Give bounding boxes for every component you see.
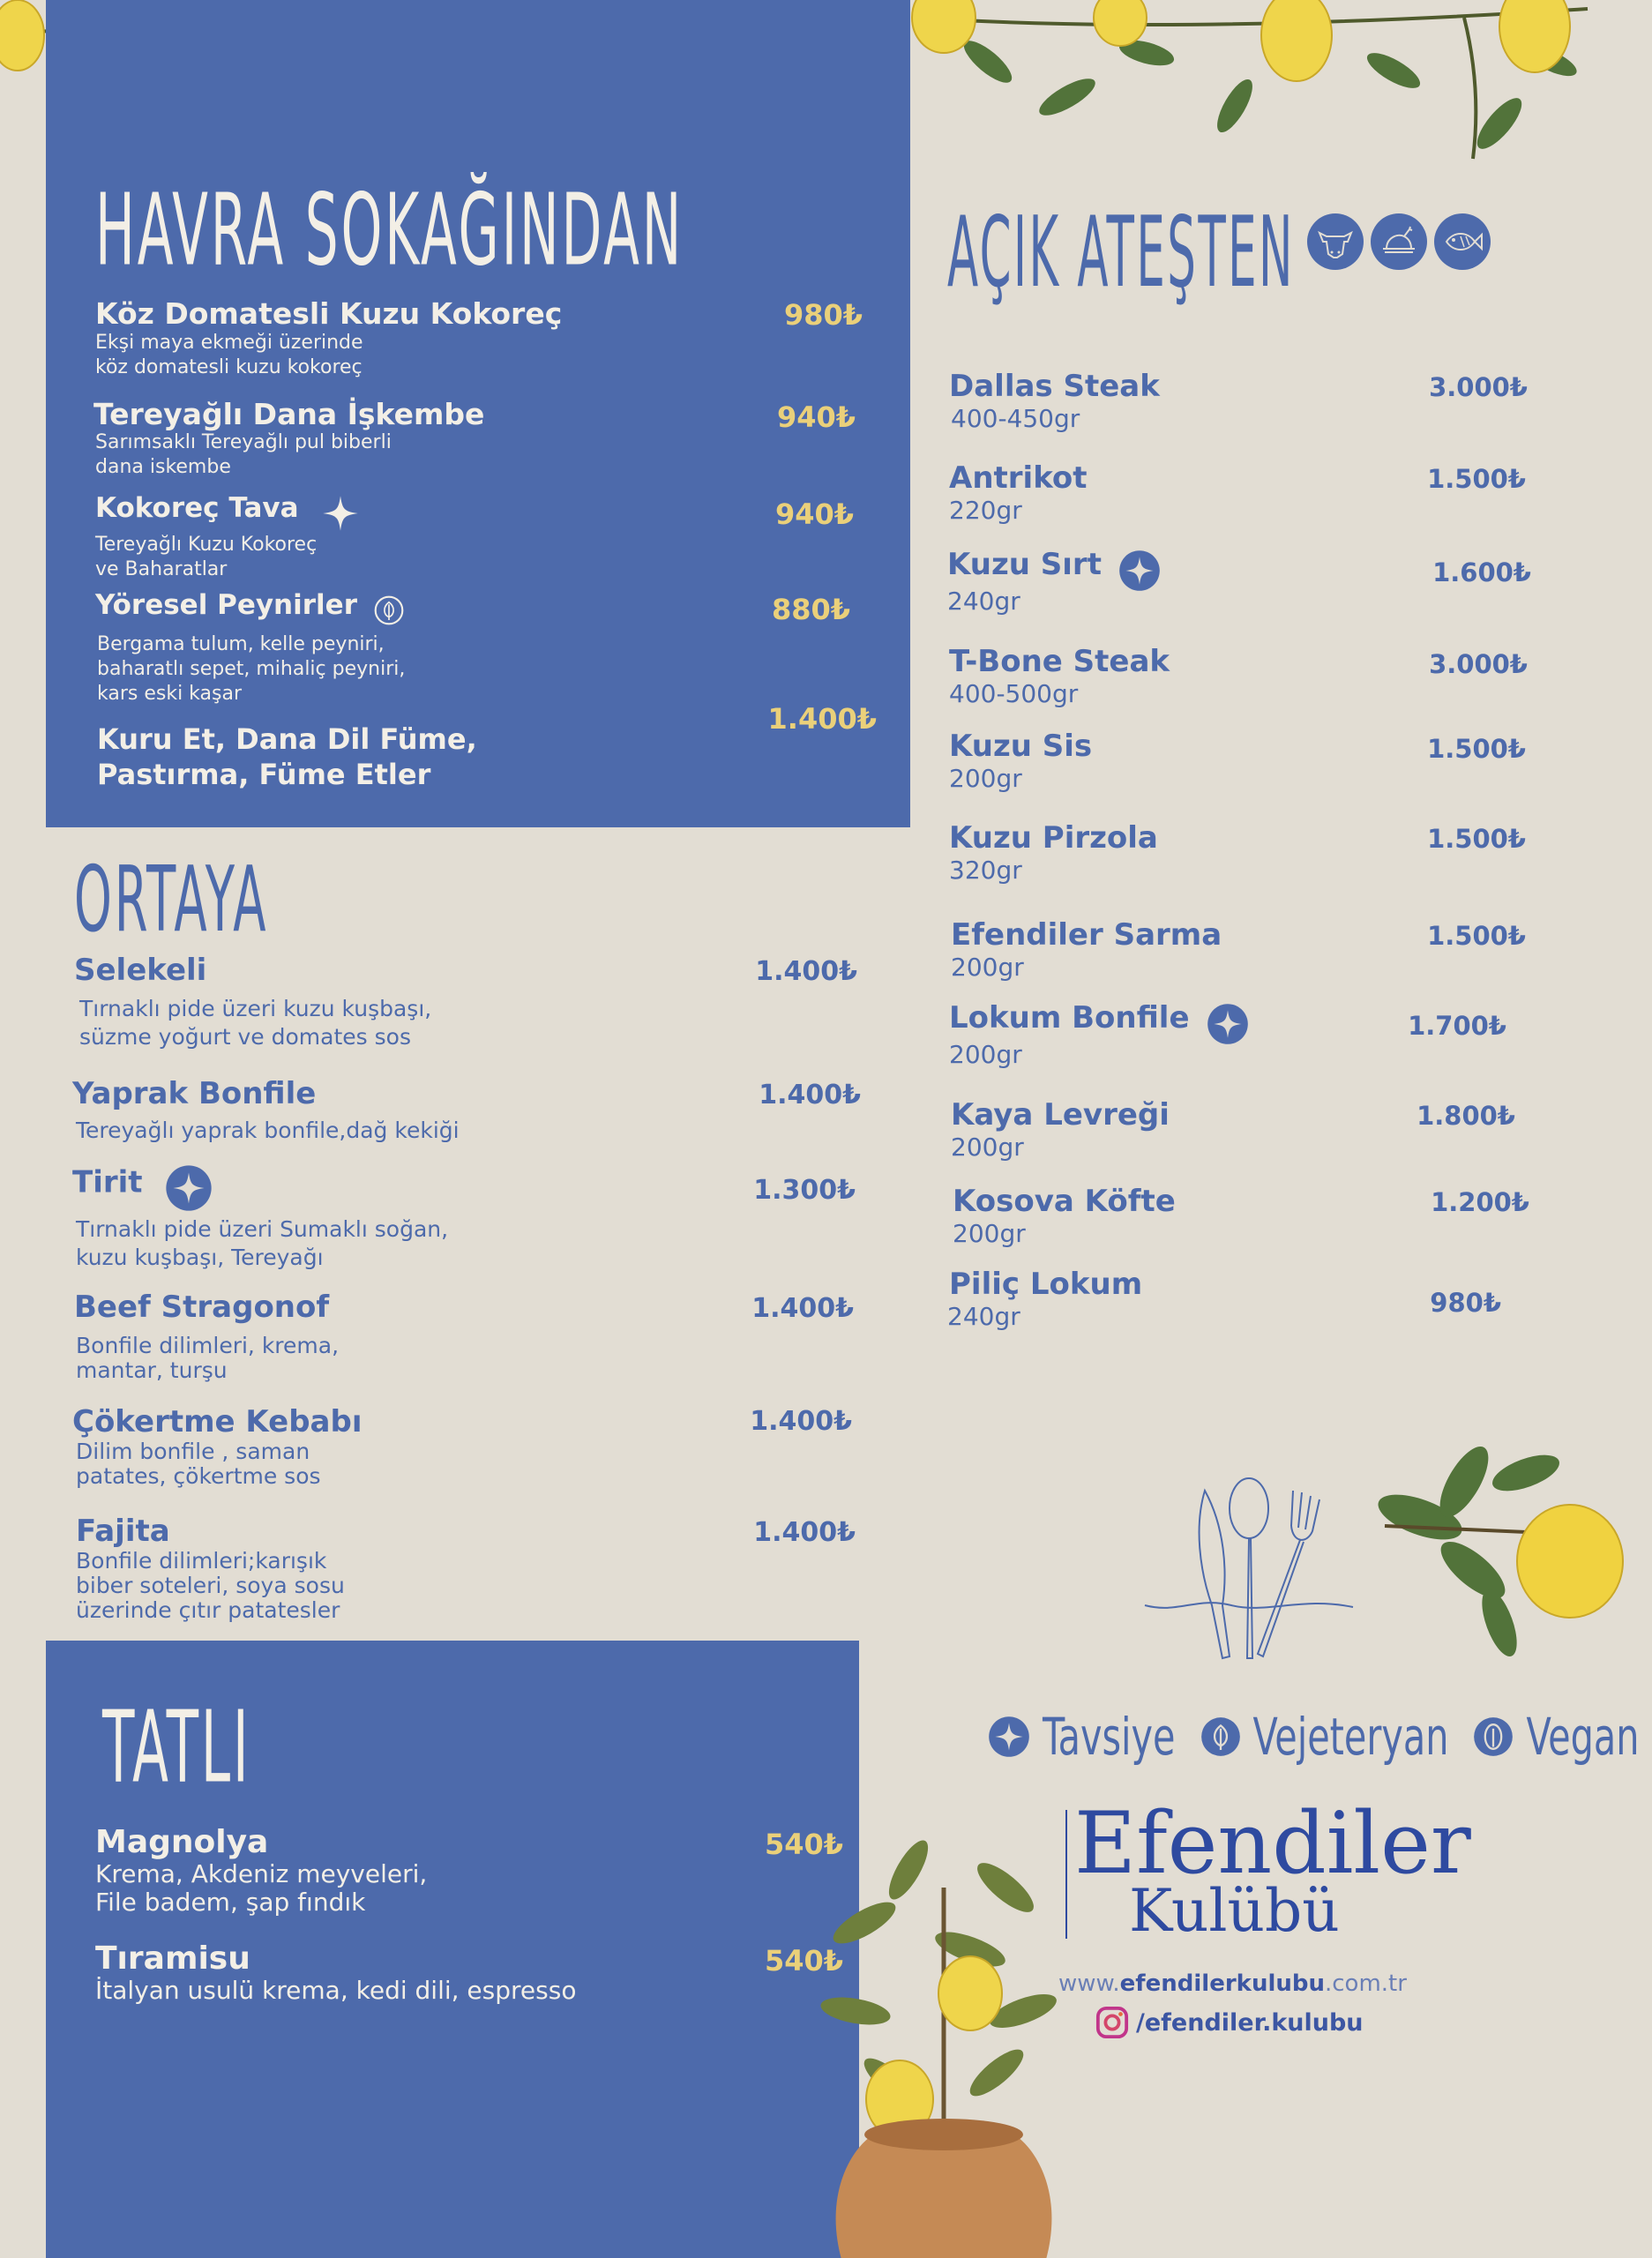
item-desc: 220gr	[949, 496, 1022, 525]
item-price: 980₺	[1430, 1288, 1501, 1318]
recommended-icon	[165, 1164, 213, 1212]
item-price: 940₺	[776, 400, 856, 434]
item-price: 1.400₺	[753, 1517, 856, 1548]
item-desc: 240gr	[947, 586, 1020, 616]
item-price: 1.500₺	[1427, 921, 1526, 951]
item-price: 1.200₺	[1431, 1187, 1529, 1217]
item-desc: Tırnaklı pide üzeri kuzu kuşbaşı, süzme yoğurt ve domates sos	[79, 996, 432, 1050]
acik-title-icons	[1307, 213, 1491, 270]
havra-item-4	[95, 589, 871, 707]
tatli-item-2	[95, 1940, 845, 2005]
item-price: 1.500₺	[1427, 824, 1526, 854]
acik-item-9	[951, 1097, 1522, 1162]
item-desc: 200gr	[949, 1039, 1022, 1069]
item-name: Magnolya	[95, 1824, 269, 1860]
brand-name-line2: Kulübü	[1129, 1877, 1340, 1945]
item-price: 1.400₺	[751, 1293, 854, 1324]
item-desc: 200gr	[951, 1133, 1024, 1162]
acik-title: AÇIK ATEŞTEN	[947, 196, 1295, 310]
website-main: efendilerkulubu	[1119, 1970, 1325, 1997]
item-name: Kaya Levreği	[951, 1097, 1170, 1133]
ortaya-item-5	[72, 1404, 868, 1489]
acik-item-8	[949, 1000, 1522, 1069]
item-desc: 200gr	[953, 1219, 1026, 1248]
item-name: Köz Domatesli Kuzu Kokoreç	[95, 296, 563, 331]
item-name: Yöresel Peynirler	[95, 589, 357, 621]
brand-name-line1: Efendiler	[1074, 1794, 1471, 1893]
recommended-icon	[1118, 550, 1161, 592]
item-desc: 200gr	[949, 764, 1022, 793]
item-name: Antrikot	[949, 460, 1088, 496]
item-desc: Bonfile dilimleri;karışık biber soteleri, soya sosu üzerinde çıtır patatesler	[76, 1548, 345, 1623]
item-price: 980₺	[783, 298, 863, 332]
item-name: Kosova Köfte	[953, 1184, 1176, 1219]
item-price: 940₺	[774, 497, 854, 531]
item-price: 1.500₺	[1427, 464, 1526, 494]
item-desc: İtalyan usulü krema, kedi dili, espresso	[95, 1976, 577, 2005]
item-desc: 400-450gr	[951, 404, 1080, 433]
acik-item-3	[947, 547, 1531, 616]
item-desc: Bergama tulum, kelle peyniri, baharatlı sepet, mihaliç peyniri, kars eski kaşar	[97, 632, 406, 705]
website-prefix: www.	[1058, 1970, 1120, 1997]
item-price: 1.600₺	[1432, 557, 1531, 587]
legend-label: Tavsiye	[1043, 1707, 1176, 1767]
item-price: 1.400₺	[759, 1080, 861, 1110]
lemon-sprig-decoration	[1367, 1438, 1596, 1658]
item-desc: Tırnaklı pide üzeri Sumaklı soğan, kuzu kuşbaşı, Tereyağı	[76, 1216, 449, 1270]
item-desc: Bonfile dilimleri, krema, mantar, turşu	[76, 1333, 340, 1383]
havra-item-2	[93, 399, 871, 480]
item-price: 1.700₺	[1408, 1011, 1506, 1041]
item-price: 3.000₺	[1429, 372, 1528, 402]
ortaya-item-4	[74, 1290, 868, 1383]
item-name: Tirit	[72, 1164, 143, 1200]
item-price: 1.500₺	[1427, 734, 1526, 764]
item-name: Kuzu Sis	[949, 729, 1093, 764]
vegetarian-icon	[1200, 1716, 1241, 1757]
ortaya-item-3	[72, 1164, 868, 1272]
acik-item-7	[951, 917, 1526, 982]
ortaya-item-1	[74, 953, 868, 1051]
item-name: Efendiler Sarma	[951, 917, 1222, 953]
havra-item-1	[95, 296, 871, 380]
item-price: 880₺	[771, 593, 850, 626]
item-desc: Sarımsaklı Tereyağlı pul biberli dana iskembe	[95, 431, 392, 478]
item-name: Piliç Lokum	[949, 1267, 1143, 1302]
lemon-branch-decoration-right	[917, 0, 1596, 176]
acik-item-10	[953, 1184, 1529, 1248]
vegetarian-icon	[374, 595, 404, 625]
havra-item-5	[97, 702, 877, 792]
legend-label: Vejeteryan	[1252, 1707, 1449, 1767]
acik-item-11	[947, 1267, 1522, 1331]
item-name: Kuru Et, Dana Dil Füme, Pastırma, Füme Etler	[97, 722, 477, 791]
fish-icon	[1434, 213, 1491, 270]
website-suffix: .com.tr	[1325, 1970, 1407, 1997]
item-name: Kuzu Pirzola	[949, 820, 1158, 856]
item-desc: Dilim bonfile , saman patates, çökertme sos	[76, 1439, 321, 1489]
item-price: 540₺	[764, 1828, 843, 1861]
item-desc: 200gr	[951, 953, 1024, 982]
item-name: Dallas Steak	[949, 369, 1160, 404]
item-price: 1.300₺	[753, 1175, 856, 1206]
item-name: Çökertme Kebabı	[72, 1404, 363, 1439]
item-desc: 240gr	[947, 1302, 1020, 1331]
item-name: Kuzu Sırt	[947, 547, 1102, 582]
lemon-tree-pot-illustration	[811, 1817, 1076, 2258]
chicken-icon	[1371, 213, 1427, 270]
instagram-handle: /efendiler.kulubu	[1136, 2008, 1364, 2037]
item-price: 3.000₺	[1429, 649, 1528, 679]
instagram-link[interactable]	[1095, 2006, 1364, 2039]
item-price: 1.400₺	[755, 956, 857, 987]
acik-item-4	[949, 644, 1528, 708]
instagram-icon	[1095, 2006, 1129, 2039]
item-desc: Tereyağlı yaprak bonfile,dağ kekiği	[76, 1118, 460, 1143]
item-name: Lokum Bonfile	[949, 1000, 1190, 1036]
legend	[988, 1707, 1652, 1767]
havra-title: HAVRA SOKAĞINDAN	[95, 173, 684, 288]
recommended-icon	[321, 494, 360, 533]
item-name: T-Bone Steak	[949, 644, 1170, 679]
acik-item-5	[949, 729, 1526, 793]
item-price: 1.400₺	[750, 1406, 852, 1437]
recommended-icon	[1207, 1003, 1249, 1045]
vegan-icon	[1473, 1716, 1514, 1757]
havra-item-3	[95, 492, 871, 582]
cutlery-illustration	[1143, 1473, 1355, 1667]
item-name: Fajita	[76, 1514, 170, 1549]
item-desc: Krema, Akdeniz meyveleri, File badem, şap fındık	[95, 1859, 428, 1917]
item-desc: Tereyağlı Kuzu Kokoreç ve Baharatlar	[95, 533, 318, 580]
item-name: Kokoreç Tava	[95, 492, 299, 524]
ortaya-item-6	[76, 1514, 868, 1623]
recommended-icon	[988, 1716, 1030, 1758]
item-name: Tıramisu	[95, 1940, 250, 1977]
tatli-item-1	[95, 1824, 845, 1917]
tatli-title: TATLI	[102, 1690, 251, 1806]
item-price: 540₺	[764, 1944, 843, 1978]
ortaya-title: ORTAYA	[74, 847, 269, 953]
ortaya-item-2	[72, 1076, 868, 1145]
item-name: Tereyağlı Dana İşkembe	[93, 397, 485, 431]
item-desc: 320gr	[949, 856, 1022, 885]
acik-item-6	[949, 820, 1526, 885]
item-desc: 400-500gr	[949, 679, 1079, 708]
acik-item-1	[949, 369, 1528, 433]
item-price: 1.800₺	[1417, 1101, 1515, 1131]
item-name: Selekeli	[74, 953, 207, 988]
item-desc: Ekşi maya ekmeği üzerinde köz domatesli kuzu kokoreç	[95, 332, 363, 378]
legend-label: Vegan	[1526, 1707, 1640, 1767]
item-name: Beef Stragonof	[74, 1290, 330, 1325]
beef-icon	[1307, 213, 1364, 270]
item-price: 1.400₺	[767, 702, 877, 736]
acik-item-2	[949, 460, 1526, 525]
website-link[interactable]	[1058, 1970, 1407, 1997]
item-name: Yaprak Bonfile	[72, 1076, 317, 1111]
